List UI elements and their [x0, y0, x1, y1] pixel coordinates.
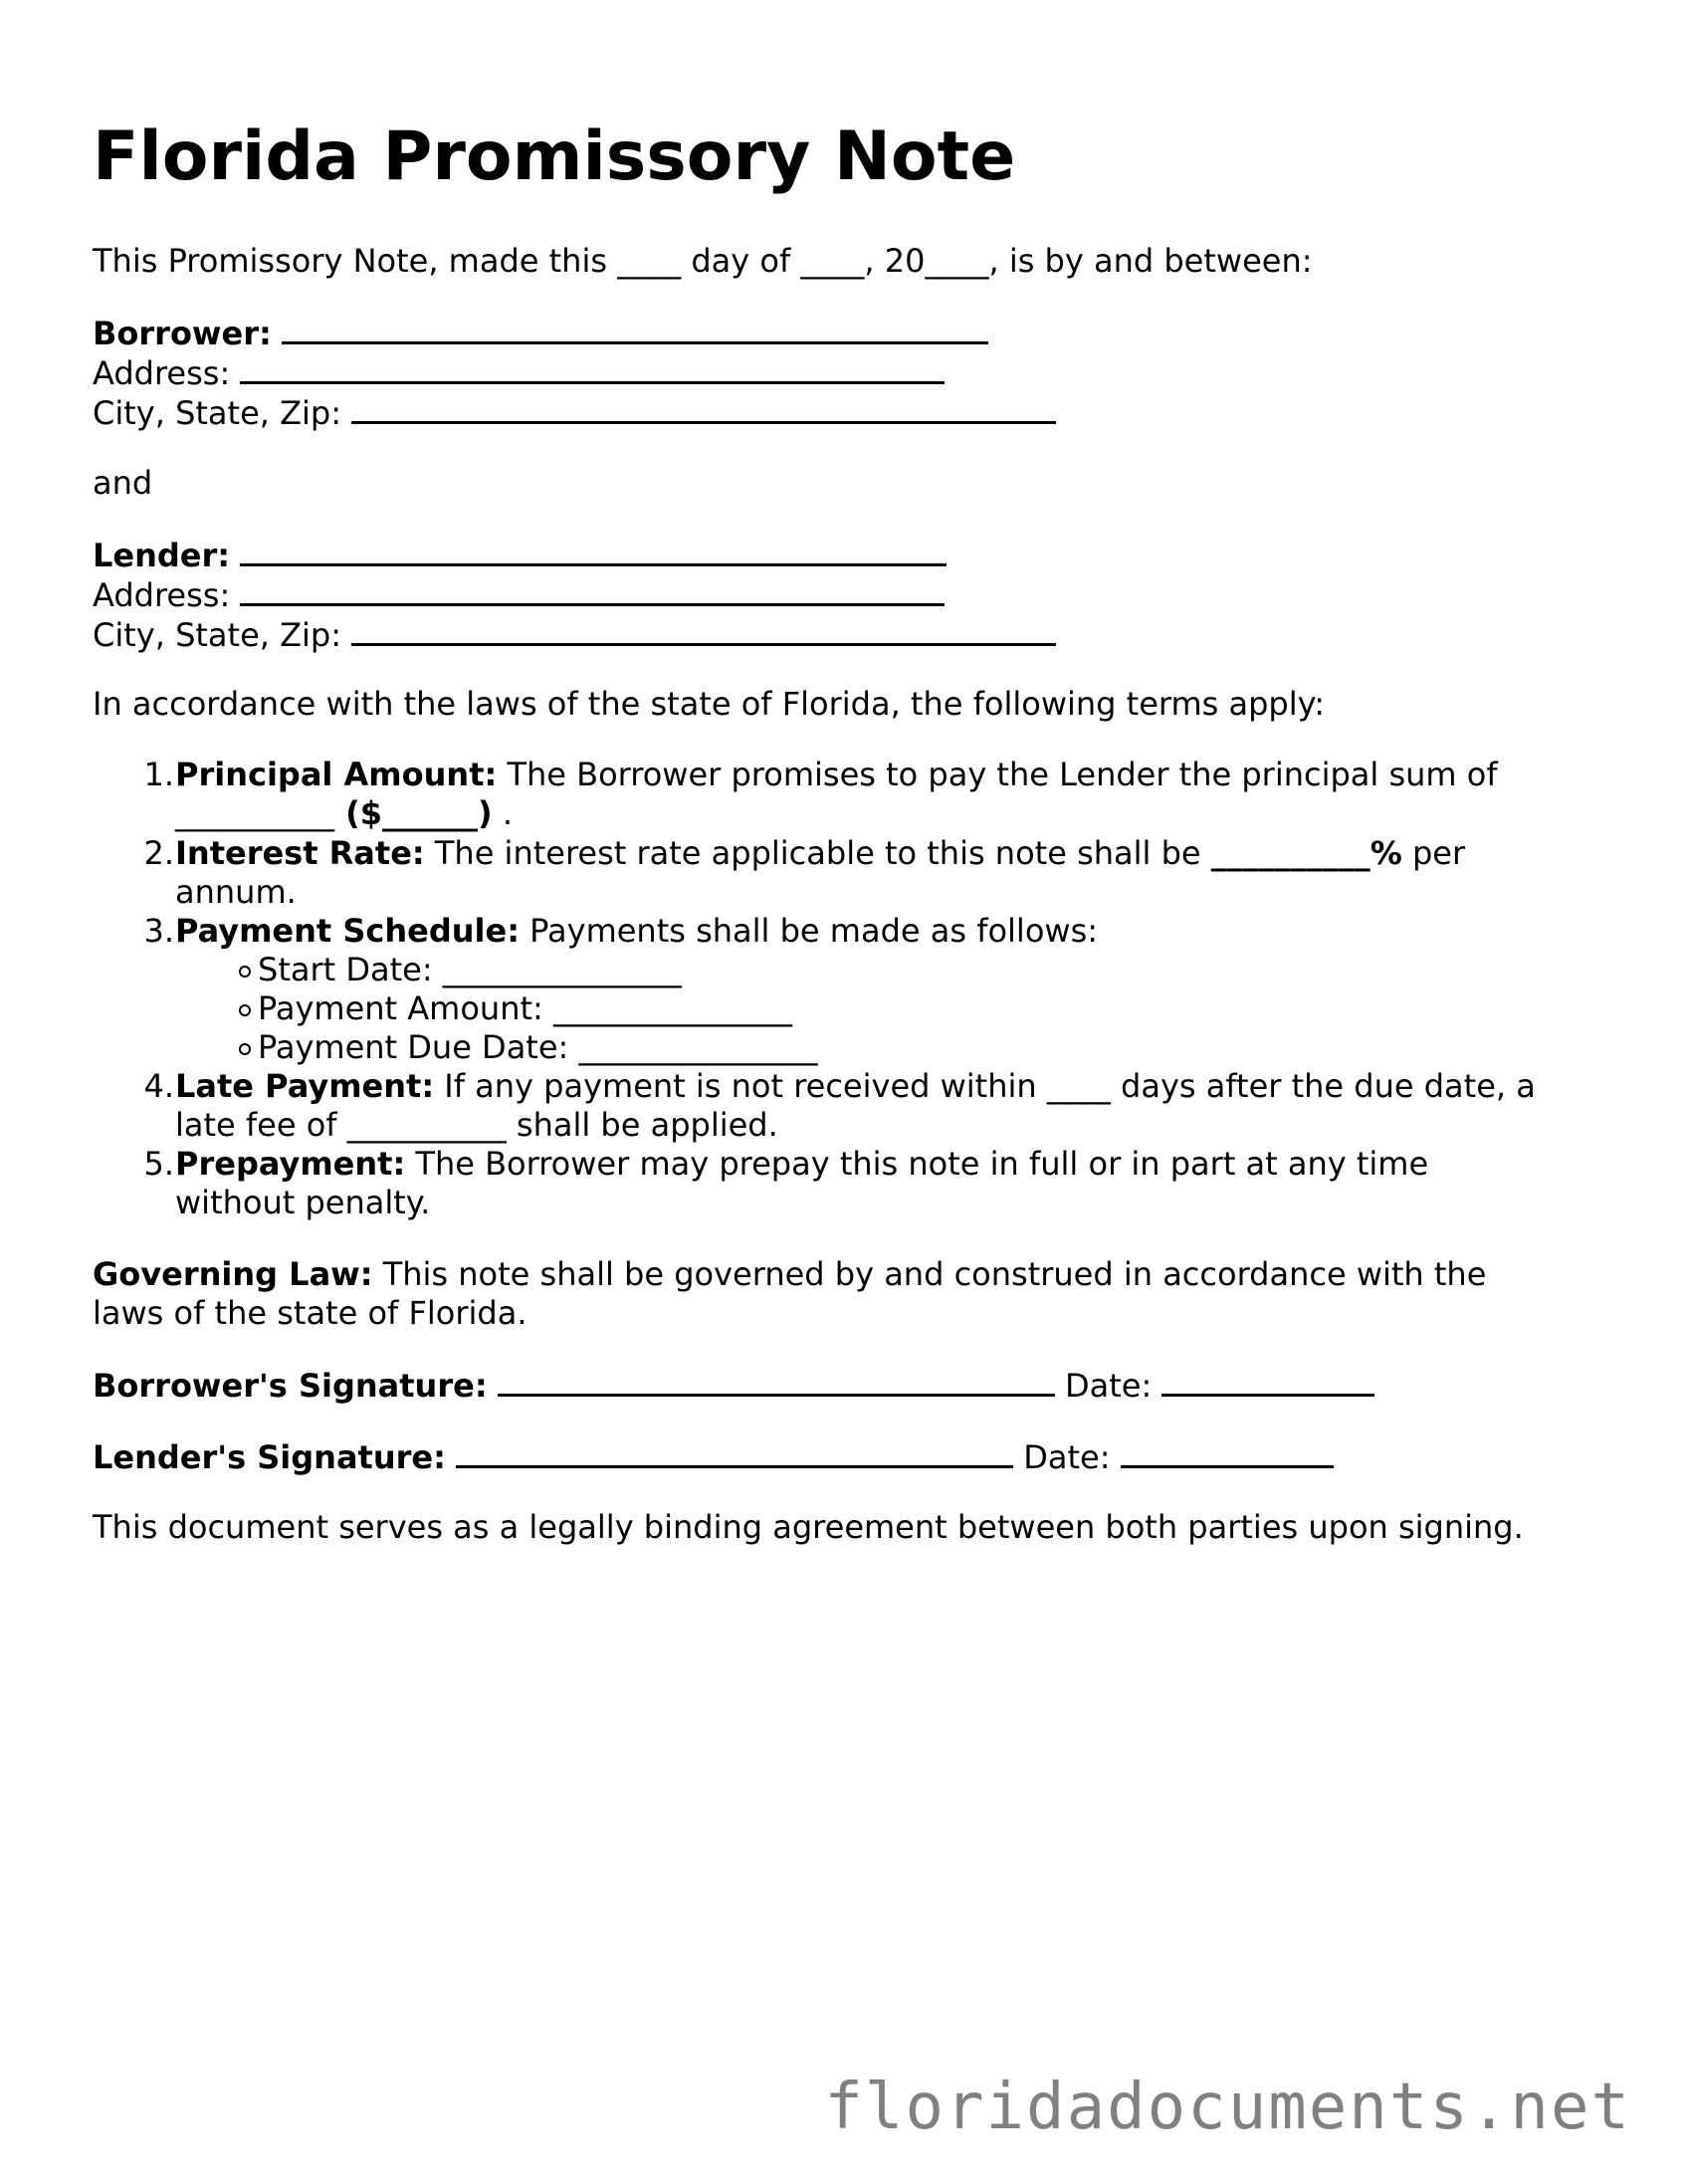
- lender-city-field[interactable]: [351, 613, 1056, 646]
- borrower-address-field[interactable]: [240, 351, 945, 384]
- page-title: Florida Promissory Note: [93, 117, 1016, 196]
- lender-name-field[interactable]: [240, 534, 947, 566]
- late-fee-blank[interactable]: __________: [346, 1106, 507, 1144]
- bullet-icon: [239, 966, 251, 978]
- principal-amount-blank[interactable]: ($______): [334, 794, 493, 832]
- term-number: 2.: [143, 834, 174, 872]
- intro-line: This Promissory Note, made this ____ day of ____, 20____, is by and between:: [93, 242, 1313, 280]
- lender-signature-label: Lender's Signature:: [93, 1438, 446, 1476]
- lender-name-row: [93, 534, 947, 575]
- term-label: Prepayment:: [175, 1145, 406, 1183]
- borrower-city-field[interactable]: [351, 391, 1056, 424]
- lender-label: Lender:: [93, 537, 231, 574]
- governing-law-label: Governing Law:: [93, 1255, 373, 1293]
- borrower-city-label: City, State, Zip:: [93, 394, 342, 432]
- lender-city-label: City, State, Zip:: [93, 616, 342, 654]
- payment-due-date-blank[interactable]: _______________: [578, 1028, 818, 1066]
- borrower-name-field[interactable]: [282, 312, 988, 344]
- start-date-blank[interactable]: _______________: [442, 951, 682, 988]
- term-label: Interest Rate:: [175, 834, 425, 872]
- borrower-signature-field[interactable]: [498, 1364, 1055, 1397]
- borrower-address-label: Address:: [93, 354, 231, 392]
- term-number: 4.: [143, 1067, 174, 1105]
- borrower-address-row: [93, 351, 945, 393]
- terms-intro: In accordance with the laws of the state of Florida, the following terms apply:: [93, 685, 1325, 723]
- principal-words-blank[interactable]: __________: [175, 794, 334, 832]
- and-text: and: [93, 464, 153, 502]
- lender-address-label: Address:: [93, 576, 231, 614]
- start-date-row: Start Date: _______________: [258, 951, 682, 988]
- governing-law: Governing Law: This note shall be governed by and construed in accordance with the: [93, 1255, 1487, 1293]
- late-days-blank[interactable]: ____: [1046, 1067, 1111, 1105]
- month-blank[interactable]: ____: [800, 242, 865, 280]
- payment-amount-row: Payment Amount: _______________: [258, 989, 792, 1027]
- lender-date-label: Date:: [1023, 1438, 1111, 1476]
- lender-date-field[interactable]: [1121, 1435, 1334, 1468]
- term-number: 3.: [143, 912, 174, 950]
- lender-signature-row: [93, 1435, 1334, 1477]
- year-blank[interactable]: ____: [925, 242, 989, 280]
- payment-amount-blank[interactable]: _______________: [552, 989, 792, 1027]
- bullet-icon: [239, 1043, 251, 1055]
- term-number: 5.: [143, 1145, 174, 1183]
- borrower-signature-row: [93, 1364, 1374, 1406]
- borrower-name-row: [93, 312, 988, 353]
- borrower-label: Borrower:: [93, 315, 272, 352]
- closing-statement: This document serves as a legally binding agreement between both parties upon signing.: [93, 1508, 1524, 1546]
- borrower-signature-label: Borrower's Signature:: [93, 1367, 488, 1405]
- borrower-date-field[interactable]: [1161, 1364, 1374, 1397]
- lender-signature-field[interactable]: [456, 1435, 1013, 1468]
- term-label: Late Payment:: [175, 1067, 435, 1105]
- borrower-date-label: Date:: [1064, 1367, 1153, 1405]
- bullet-icon: [239, 1004, 251, 1016]
- term-number: 1.: [143, 756, 174, 793]
- day-blank[interactable]: ____: [617, 242, 682, 280]
- watermark: floridadocuments.net: [824, 2071, 1631, 2144]
- lender-address-field[interactable]: [240, 573, 945, 606]
- term-label: Principal Amount:: [175, 756, 498, 793]
- payment-due-date-row: Payment Due Date: _______________: [258, 1028, 818, 1066]
- borrower-city-row: [93, 391, 1056, 433]
- lender-address-row: [93, 573, 945, 615]
- term-label: Payment Schedule:: [175, 912, 520, 950]
- interest-rate-blank[interactable]: __________: [1210, 834, 1371, 872]
- lender-city-row: [93, 613, 1056, 655]
